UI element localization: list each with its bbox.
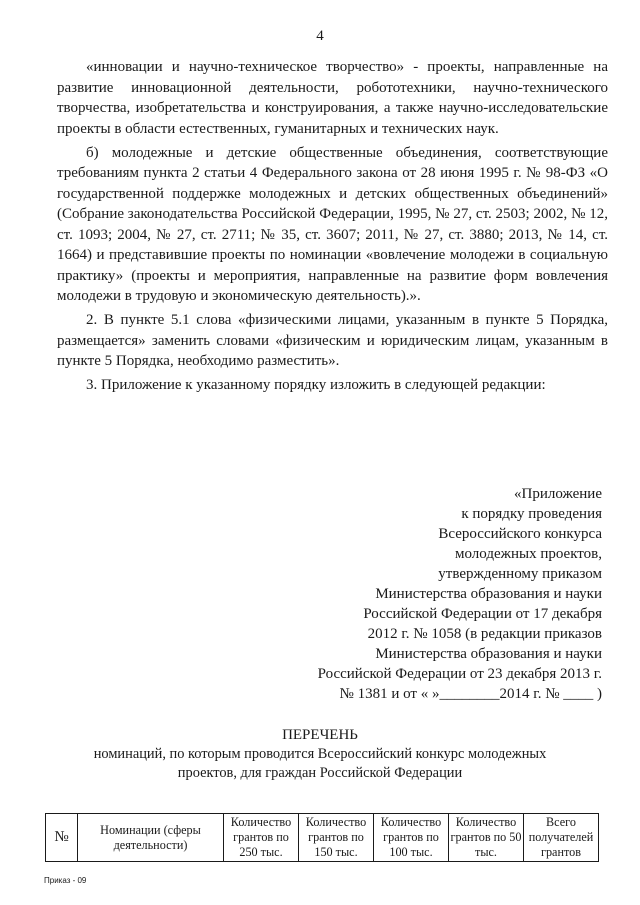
nominations-table xyxy=(45,813,599,862)
appendix-line: Российской Федерации от 23 декабря 2013 г. xyxy=(317,666,602,682)
paragraph-clause-5-1: 2. В пункте 5.1 слова «физическими лицами, указанным в пункте 5 Порядка, размещается» заменить словами «физическим и юридическим лицам, указанным в пункте 5 Порядка, необходимо разместить». xyxy=(57,312,608,369)
header-grants-250: Количество грантов по 250 тыс. xyxy=(224,814,299,862)
page-number: 4 xyxy=(316,28,324,44)
header-total-recipients: Всего получателей грантов xyxy=(524,814,599,862)
appendix-line: «Приложение xyxy=(513,486,602,502)
list-heading xyxy=(0,726,640,783)
paragraph-public-associations: б) молодежные и детские общественные объединения, соответствующие требованиям пункта 2 статьи 4 Федерального закона от 28 июня 1995 г. № 98-ФЗ «О государственной поддержке молодежных и детских общественных объединений» (Собрание законодательства Российской Федерации, 1995, № 27, ст. 2503; 2002, № 12, ст. 1093; 2004, № 27, ст. 2711; № 35, ст. 3607; 2011, № 27, ст. 3880; 2013, № 14, ст. 1664) и представившие проекты по номинации «вовлечение молодежи в социальную практику» (проекты и мероприятия, направленные на развитие форм вовлечения молодежи в трудовую и экономическую деятельность).». xyxy=(57,144,608,304)
paragraph-appendix-intro: 3. Приложение к указанному порядку изложить в следующей редакции: xyxy=(86,377,546,393)
paragraph-innovation-nomination: «инновации и научно-техническое творчество» - проекты, направленные на развитие инновационной деятельности, робототехники, научно-технического творчества, изобретательства и конструирования, а также научно-исследовательские проекты в области естественных, гуманитарных и технических наук. xyxy=(57,59,608,137)
list-title: ПЕРЕЧЕНЬ xyxy=(282,727,358,743)
header-grants-50: Количество грантов по 50 тыс. xyxy=(449,814,524,862)
appendix-line: молодежных проектов, xyxy=(454,546,602,562)
header-number: № xyxy=(46,814,78,862)
appendix-header xyxy=(300,484,602,704)
appendix-line: утвержденному приказом xyxy=(438,566,602,582)
header-grants-150: Количество грантов по 150 тыс. xyxy=(299,814,374,862)
header-grants-100: Количество грантов по 100 тыс. xyxy=(374,814,449,862)
appendix-line: Министерства образования и науки xyxy=(375,646,602,662)
appendix-line: к порядку проведения xyxy=(461,506,602,522)
appendix-line: № 1381 и от « »________2014 г. № ____ ) xyxy=(339,686,602,702)
appendix-line: 2012 г. № 1058 (в редакции приказов xyxy=(367,626,602,642)
table-header-row xyxy=(46,814,599,862)
list-subtitle-line: номинаций, по которым проводится Всероссийский конкурс молодежных xyxy=(93,746,547,762)
list-subtitle-line: проектов, для граждан Российской Федерации xyxy=(177,765,463,781)
body-text xyxy=(57,57,608,399)
header-nominations: Номинации (сферы деятельности) xyxy=(78,814,224,862)
appendix-line: Всероссийского конкурса xyxy=(438,526,602,542)
appendix-line: Российской Федерации от 17 декабря xyxy=(363,606,602,622)
footer-note: Приказ - 09 xyxy=(44,876,87,885)
appendix-line: Министерства образования и науки xyxy=(375,586,602,602)
